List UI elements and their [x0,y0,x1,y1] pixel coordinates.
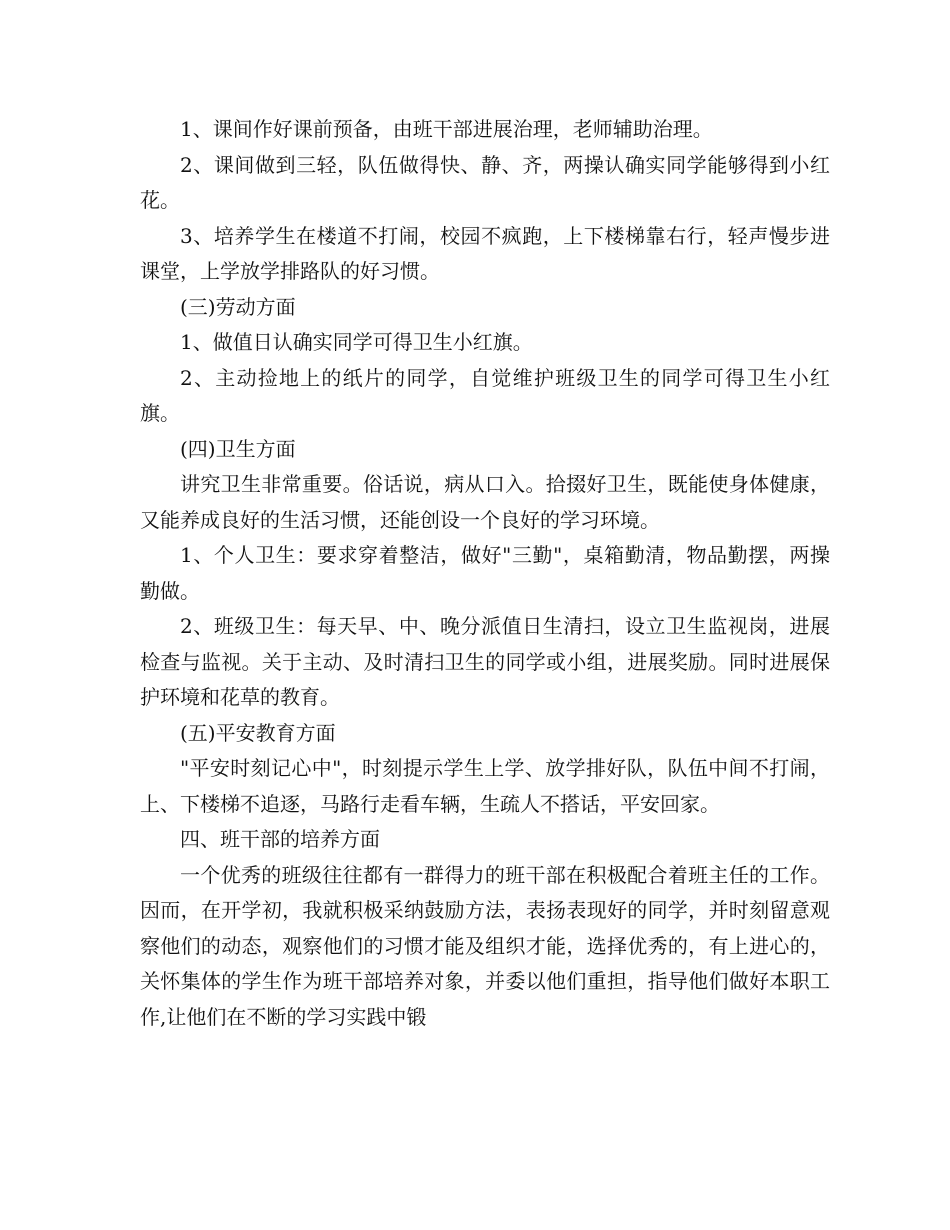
paragraph-discipline-2: 2、课间做到三轻，队伍做得快、静、齐，两操认确实同学能够得到小红花。 [140,152,830,212]
paragraph-hygiene-intro: 讲究卫生非常重要。俗话说，病从口入。拾掇好卫生，既能使身体健康，又能养成良好的生活习惯，还能创设一个良好的学习环境。 [140,472,830,532]
paragraph-discipline-1: 1、课间作好课前预备，由班干部进展治理，老师辅助治理。 [180,117,713,141]
paragraph-labor-2: 2、主动捡地上的纸片的同学，自觉维护班级卫生的同学可得卫生小红旗。 [140,365,830,425]
section-heading-hygiene: (四)卫生方面 [180,436,296,461]
paragraph-hygiene-2: 2、班级卫生：每天早、中、晚分派值日生清扫，设立卫生监视岗，进展检查与监视。关于主动、及时清扫卫生的同学或小组，进展奖励。同时进展保护环境和花草的教育。 [140,614,830,709]
paragraph-class-cadres: 一个优秀的班级往往都有一群得力的班干部在积极配合着班主任的工作。因而，在开学初，我就积极采纳鼓励方法，表扬表现好的同学，并时刻留意观察他们的动态，观察他们的习惯才能及组织才能，选择优秀的，有上进心的，关怀集体的学生作为班干部培养对象，并委以他们重担，指导他们做好本职工作,让他们在不断的学习实践中锻 [140,862,830,1029]
paragraph-hygiene-1: 1、个人卫生：要求穿着整洁，做好"三勤"，桌箱勤清，物品勤摆，两操勤做。 [140,543,830,603]
document-body [140,112,830,1035]
section-heading-class-cadres: 四、班干部的培养方面 [180,827,380,851]
section-heading-safety: (五)平安教育方面 [180,720,336,745]
paragraph-safety: "平安时刻记心中"，时刻提示学生上学、放学排好队，队伍中间不打闹，上、下楼梯不追逐，马路行走看车辆，生疏人不搭话，平安回家。 [140,756,830,816]
paragraph-discipline-3: 3、培养学生在楼道不打闹，校园不疯跑，上下楼梯靠右行，轻声慢步进课堂，上学放学排路队的好习惯。 [140,223,830,283]
paragraph-labor-1: 1、做值日认确实同学可得卫生小红旗。 [180,330,533,354]
section-heading-labor: (三)劳动方面 [180,294,296,319]
